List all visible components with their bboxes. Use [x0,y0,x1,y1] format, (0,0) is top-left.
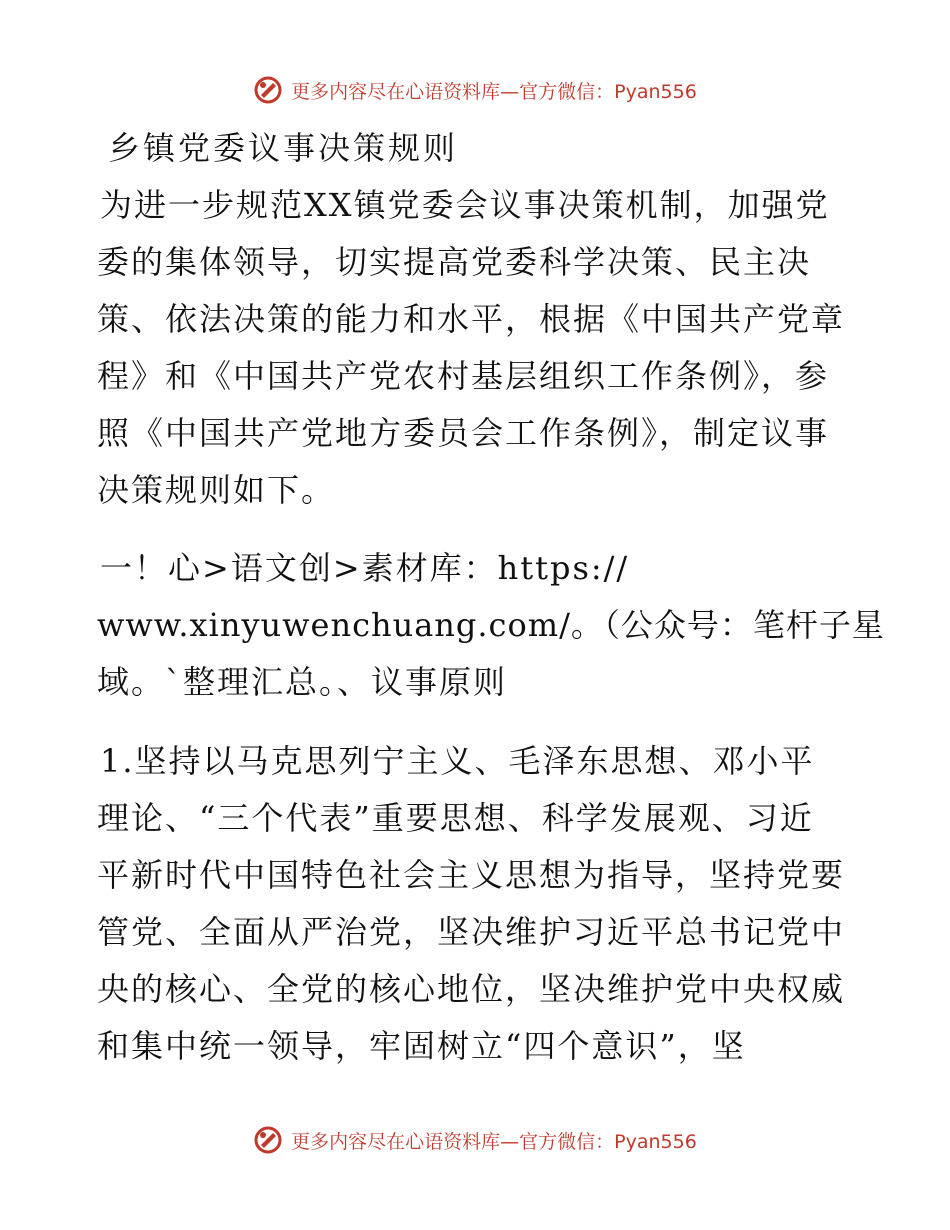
footer-banner-text: 更多内容尽在心语资料库—官方微信：Pyan556 [291,1130,697,1153]
text-line: 管党、全面从严治党，坚决维护习近平总书记党中 [97,913,846,951]
logo-icon [253,1125,283,1155]
text-line: 和集中统一领导，牢固树立“四个意识”，坚 [97,1027,746,1065]
footer-banner [0,1120,950,1160]
text-line: 委的集体领导，切实提高党委科学决策、民主决 [97,243,812,281]
text-line: www.xinyuwenchuang.com/。（公众号：笔杆子星 [97,606,885,644]
text-line: 照《中国共产党地方委员会工作条例》，制定议事 [97,414,830,452]
text-line: 平新时代中国特色社会主义思想为指导，坚持党要 [97,856,846,894]
text-line: 一！心>语文创>素材库：https:// [100,549,630,587]
text-line: 决策规则如下。 [97,471,336,509]
text-line: 1.坚持以马克思列宁主义、毛泽东思想、邓小平 [100,742,815,780]
page-title: 乡镇党委议事决策规则 [108,129,459,167]
text-line: 理论、“三个代表”重要思想、科学发展观、习近 [97,799,814,837]
text-line: 为进一步规范XX镇党委会议事决策机制，加强党 [100,186,830,224]
header-banner-text: 更多内容尽在心语资料库—官方微信：Pyan556 [291,80,697,103]
header-banner [0,70,950,110]
text-line: 央的核心、全党的核心地位，坚决维护党中央权威 [97,970,846,1008]
text-line: 程》和《中国共产党农村基层组织工作条例》，参 [97,357,830,395]
text-line: 策、依法决策的能力和水平，根据《中国共产党章 [97,300,846,338]
logo-icon [253,75,283,105]
text-line: 域。`整理汇总。、议事原则 [97,663,508,701]
